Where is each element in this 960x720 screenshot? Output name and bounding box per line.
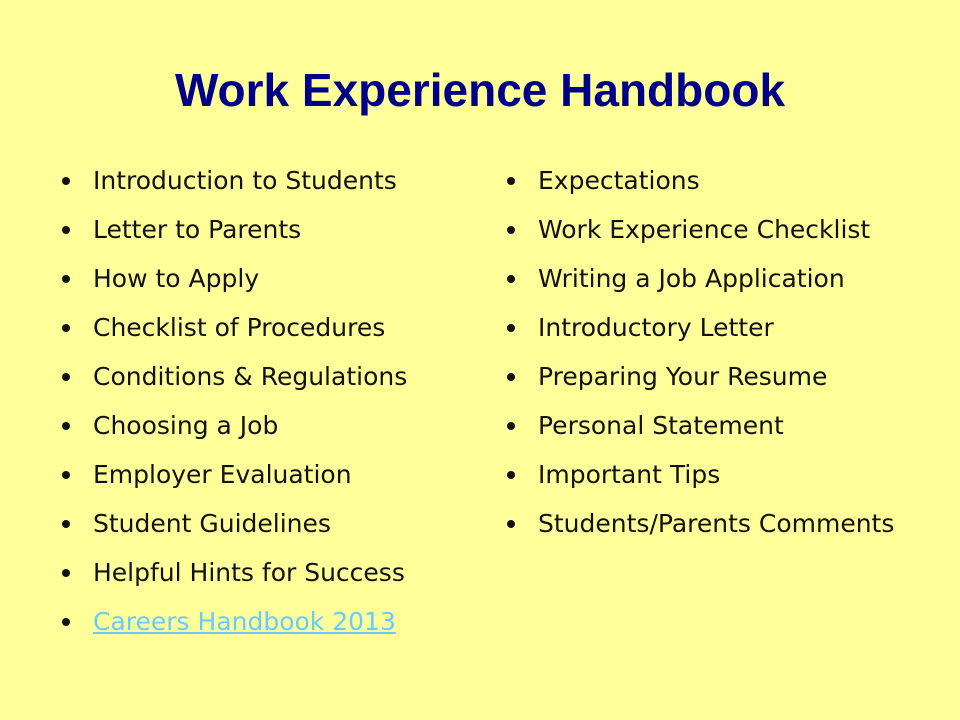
list-item-label: Student Guidelines bbox=[93, 509, 331, 538]
list-item-label: Helpful Hints for Success bbox=[93, 558, 405, 587]
left-topic-list bbox=[62, 168, 482, 658]
list-item bbox=[62, 364, 482, 389]
list-item-label: Introductory Letter bbox=[538, 313, 774, 342]
list-item-label: Preparing Your Resume bbox=[538, 362, 828, 391]
bullet-icon bbox=[507, 177, 515, 185]
list-item bbox=[62, 168, 482, 193]
list-item-label: Personal Statement bbox=[538, 411, 784, 440]
list-item-label: Introduction to Students bbox=[93, 166, 397, 195]
list-item-label: Checklist of Procedures bbox=[93, 313, 386, 342]
list-item-label: Conditions & Regulations bbox=[93, 362, 408, 391]
list-item-label: Writing a Job Application bbox=[538, 264, 845, 293]
list-item bbox=[62, 315, 482, 340]
page-title: Work Experience Handbook bbox=[174, 64, 786, 116]
list-item-label: Choosing a Job bbox=[93, 411, 279, 440]
bullet-icon bbox=[507, 324, 515, 332]
right-topic-list bbox=[507, 168, 927, 560]
bullet-icon bbox=[62, 275, 70, 283]
careers-handbook-link[interactable]: Careers Handbook 2013 bbox=[93, 607, 396, 636]
list-item bbox=[507, 217, 927, 242]
list-item bbox=[62, 560, 482, 585]
list-item bbox=[507, 364, 927, 389]
list-item-label: Work Experience Checklist bbox=[538, 215, 871, 244]
bullet-icon bbox=[62, 177, 70, 185]
bullet-icon bbox=[62, 471, 70, 479]
bullet-icon bbox=[62, 226, 70, 234]
list-item bbox=[62, 462, 482, 487]
bullet-icon bbox=[62, 373, 70, 381]
bullet-icon bbox=[62, 618, 70, 626]
bullet-icon bbox=[62, 569, 70, 577]
bullet-icon bbox=[507, 471, 515, 479]
list-item bbox=[507, 413, 927, 438]
list-item-label: Expectations bbox=[538, 166, 700, 195]
list-item bbox=[507, 315, 927, 340]
list-item-label: Important Tips bbox=[538, 460, 721, 489]
bullet-icon bbox=[507, 520, 515, 528]
list-item-label: Employer Evaluation bbox=[93, 460, 352, 489]
list-item bbox=[62, 511, 482, 536]
list-item bbox=[507, 511, 927, 536]
bullet-icon bbox=[62, 422, 70, 430]
list-item bbox=[62, 217, 482, 242]
bullet-icon bbox=[507, 373, 515, 381]
bullet-icon bbox=[62, 324, 70, 332]
bullet-icon bbox=[62, 520, 70, 528]
list-item bbox=[507, 462, 927, 487]
list-item-link bbox=[62, 609, 482, 634]
list-item-label: How to Apply bbox=[93, 264, 260, 293]
list-item bbox=[507, 168, 927, 193]
list-item-label: Letter to Parents bbox=[93, 215, 302, 244]
list-item-label: Students/Parents Comments bbox=[538, 509, 895, 538]
bullet-icon bbox=[507, 226, 515, 234]
list-item bbox=[507, 266, 927, 291]
list-item bbox=[62, 266, 482, 291]
bullet-icon bbox=[507, 275, 515, 283]
list-item bbox=[62, 413, 482, 438]
bullet-icon bbox=[507, 422, 515, 430]
